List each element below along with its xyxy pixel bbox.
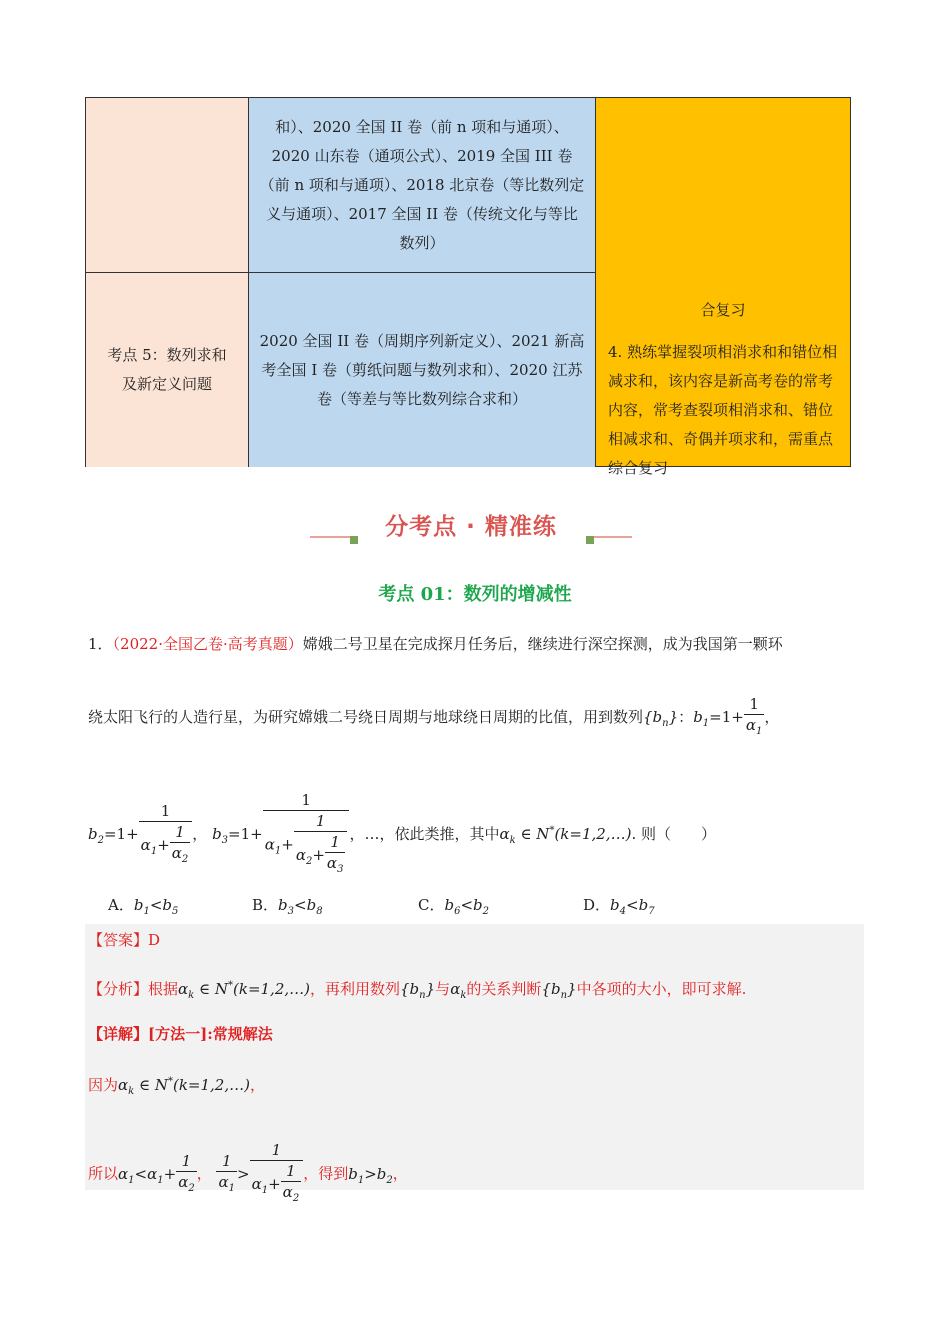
question-source: （2022·全国乙卷·高考真题）	[112, 635, 303, 653]
detail-line: 【详解】[方法一]:常规解法	[88, 1025, 273, 1043]
so-line: 所以$\alpha_1<\alpha_1+$ $\frac{1}{\alpha_2}$ ， $\frac{1}{\alpha_1}$ > 1 $\alpha_1+$ $\frac{1}{\alpha_2}$ ，得到$b_1>b_2$，	[88, 1141, 408, 1204]
section-banner	[310, 508, 632, 550]
banner-title: 分考点 · 精准练	[385, 514, 557, 540]
section-title: 考点 01：数列的增减性	[378, 584, 572, 605]
fraction-b2: 1 $\alpha_1+$ $\frac{1}{\alpha_2}$	[139, 801, 193, 870]
question-line-3: $b_2=1+$ 1 $\alpha_1+$ $\frac{1}{\alpha_2}$ ， $b_3=1+$ 1 $\alpha_1+$ 1 $\alpha_2+$ $\frac{1}{\alpha_3}$ ，…，依此类推，其中$\alpha_k$ ∈ N*(k=1,2,…). 则（ ）	[88, 790, 716, 880]
option-b[interactable]: B．$b_3<b_8$	[252, 896, 323, 917]
table-cell-advice: 合复习 4. 熟练掌握裂项相消求和和错位相减求和，该内容是新高考卷的常考内容，常考查裂项相消求和、错位相减求和、奇偶并项求和，需重点综合复习	[596, 98, 850, 466]
question-line-1: 1．（2022·全国乙卷·高考真题）嫦娥二号卫星在完成探月任务后，继续进行深空探测，成为我国第一颗环	[88, 635, 783, 653]
option-a[interactable]: A．$b_1<b_5$	[108, 896, 179, 917]
exam-analysis-table	[85, 97, 851, 477]
option-d[interactable]: D．$b_4<b_7$	[583, 896, 655, 917]
option-c[interactable]: C．$b_6<b_2$	[418, 896, 490, 917]
because-line: 因为$\alpha_k$ ∈ N*(k=1,2,…)，	[88, 1076, 265, 1097]
table-cell-topic-5: 考点 5：数列求和及新定义问题	[86, 273, 249, 467]
table-cell-exam-list-1: 和）、2020 全国 II 卷（前 n 项和与通项）、2020 山东卷（通项公式）、2019 全国 III 卷（前 n 项和与通项）、2018 北京卷（等比数列定义与通项）、2017 全国 II 卷（传统文化与等比数列）	[249, 98, 596, 273]
question-line-2: 绕太阳飞行的人造行星，为研究嫦娥二号绕日周期与地球绕日周期的比值，用到数列$\{b_n\}$：$b_1=1+$ $\frac{1}{\alpha_1}$ ，	[88, 694, 779, 742]
table-cell-empty	[86, 98, 249, 273]
analysis-line: 【分析】根据$\alpha_k$ ∈ N*(k=1,2,…)，再利用数列$\{b_n\}$与$\alpha_k$的关系判断$\{b_n\}$中各项的大小，即可求解.	[88, 980, 747, 1001]
table-cell-exam-list-2: 2020 全国 II 卷（周期序列新定义）、2021 新高考全国 Ⅰ 卷（剪纸问题与数列求和）、2020 江苏卷（等差与等比数列综合求和）	[249, 273, 596, 467]
fraction-b3: 1 $\alpha_1+$ 1 $\alpha_2+$ $\frac{1}{\alpha_3}$	[263, 790, 350, 880]
fraction: $\frac{1}{\alpha_1}$	[745, 695, 763, 737]
answer-line: 【答案】D	[88, 931, 161, 949]
